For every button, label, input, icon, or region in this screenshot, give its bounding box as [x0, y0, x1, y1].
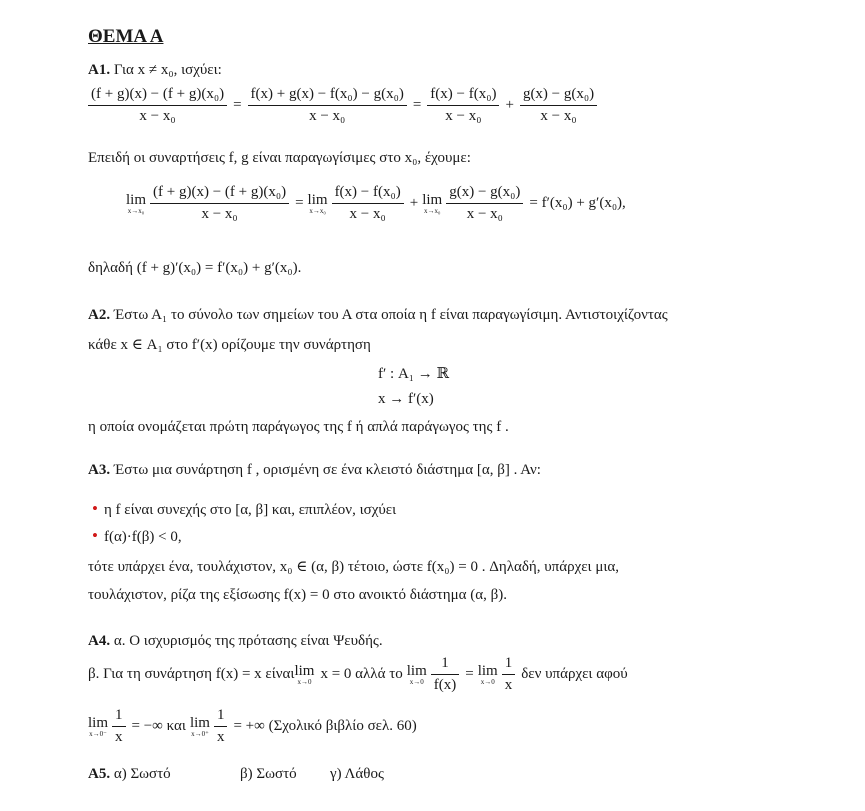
fraction: $\frac{\text{f(x) − f(x₀)}}{\text{x − x₀}}$: [332, 184, 404, 223]
fraction: $\frac{\text{f(x) − f(x₀)}}{\text{x − x₀}}$: [427, 86, 499, 125]
limit: lim x→x₀: [422, 192, 443, 215]
fraction: $\frac{1}{x}$: [502, 655, 516, 694]
a1-intro-line: [88, 62, 222, 79]
a1-equation-2: lim x→x₀ $\frac{\text{(f + g)(x) − (f + g)(x₀)}}{\text{x − x₀}}$ = lim x→x₀ $\frac{\text{f(x) − f(x₀)}}{\text{x − x₀}}$ + lim x→x₀ $\frac{\text{g(x) − g(x₀)}}{\text{x − x₀}}$ = f′(x₀) + g′(x₀),: [126, 184, 626, 222]
a3-line-2: τότε υπάρχει ένα, τουλάχιστον, x₀ ∈ (α, β) τέτοιο, ώστε f(x₀) = 0 . Δηλαδή, υπάρχει μια,: [88, 559, 620, 575]
a4-label: Α4.: [88, 633, 111, 649]
fraction: $\frac{\text{g(x) − g(x₀)}}{\text{x − x₀}}$: [446, 184, 523, 223]
a4-line-3: lim x→0⁻ $\frac{1}{x}$ = −∞ και lim x→0⁺ $\frac{1}{x}$ = +∞ (Σχολικό βιβλίο σελ. 60): [88, 707, 417, 745]
a1-since-line: Επειδή οι συναρτήσεις f, g είναι παραγωγίσιμες στο x₀, έχουμε:: [88, 150, 471, 166]
fraction: $\frac{1}{f(x)}$: [431, 655, 460, 694]
limit: lim x→0: [406, 663, 427, 686]
fraction: $\frac{1}{x}$: [214, 707, 228, 746]
limit: lim x→0: [294, 663, 315, 686]
a1-intro-text: Για x ≠ x₀, ισχύει:: [110, 62, 222, 78]
a2-label: Α2.: [88, 307, 111, 323]
a3-label: Α3.: [88, 462, 111, 478]
limit: lim x→0: [477, 663, 498, 686]
fraction: $\frac{\text{g(x) − g(x₀)}}{\text{x − x₀}}$: [520, 86, 597, 125]
a4-line-2: β. Για τη συνάρτηση f(x) = x είναι lim x→0 x = 0 αλλά το lim x→0 $\frac{1}{f(x)}$ = lim x→0 $\frac{1}{x}$ δεν υπάρχει αφού: [88, 655, 628, 693]
limit: lim x→0⁺: [189, 715, 210, 738]
a2-line-3: η οποία ονομάζεται πρώτη παράγωγος της f ή απλά παράγωγος της f .: [88, 419, 509, 435]
a3-bullet-1: • η f είναι συνεχής στο [α, β] και, επιπλέον, ισχύει: [92, 499, 397, 518]
limit: lim x→x₀: [126, 192, 147, 215]
a2-line-2: κάθε x ∈ Α₁ στο f′(x) ορίζουμε την συνάρτηση: [88, 337, 371, 353]
a5-label: Α5.: [88, 766, 111, 782]
a1-equation-1: $\frac{\text{(f + g)(x) − (f + g)(x₀)}}{\text{x − x₀}}$ = $\frac{\text{f(x) + g(x) − f(x₀) − g(x₀)}}{\text{x − x₀}}$ = $\frac{\text{f(x) − f(x₀)}}{\text{x − x₀}}$ + $\frac{\text{g(x) − g(x₀)}}{\text{x − x₀}}$: [86, 86, 599, 125]
a5-answer-c: γ) Λάθος: [330, 766, 384, 782]
a3-bullet-2: • f(α)·f(β) < 0,: [92, 526, 182, 545]
a1-conclusion: δηλαδή (f + g)′(x₀) = f′(x₀) + g′(x₀).: [88, 260, 302, 276]
a2-mapping-1: f′ : Α₁ → ℝ: [378, 366, 449, 382]
limit: lim x→x₀: [307, 192, 328, 215]
bullet-icon: •: [92, 499, 98, 518]
a1-label: Α1.: [88, 62, 111, 78]
a3-line-1: Α3. Έστω μια συνάρτηση f , ορισμένη σε ένα κλειστό διάστημα [α, β] . Αν:: [88, 462, 541, 478]
a5-line: Α5. α) Σωστό: [88, 766, 171, 782]
a5-answer-b: β) Σωστό: [240, 766, 297, 782]
limit: lim x→0⁻: [88, 715, 109, 738]
a2-mapping-2: x → f′(x): [378, 391, 434, 407]
bullet-icon: •: [92, 526, 98, 545]
fraction: $\frac{\text{(f + g)(x) − (f + g)(x₀)}}{\text{x − x₀}}$: [88, 86, 227, 125]
a2-line-1: Α2. Έστω Α₁ το σύνολο των σημείων του Α στα οποία η f είναι παραγωγίσιμη. Αντιστοιχίζοντας: [88, 307, 668, 323]
fraction: $\frac{\text{f(x) + g(x) − f(x₀) − g(x₀)}}{\text{x − x₀}}$: [248, 86, 407, 125]
page-heading: ΘΕΜΑ Α: [88, 26, 164, 47]
fraction: $\frac{\text{(f + g)(x) − (f + g)(x₀)}}{\text{x − x₀}}$: [150, 184, 289, 223]
a4-line-1: Α4. α. Ο ισχυρισμός της πρότασης είναι Ψευδής.: [88, 633, 383, 649]
a3-line-3: τουλάχιστον, ρίζα της εξίσωσης f(x) = 0 στο ανοικτό διάστημα (α, β).: [88, 587, 508, 603]
fraction: $\frac{1}{x}$: [112, 707, 126, 746]
